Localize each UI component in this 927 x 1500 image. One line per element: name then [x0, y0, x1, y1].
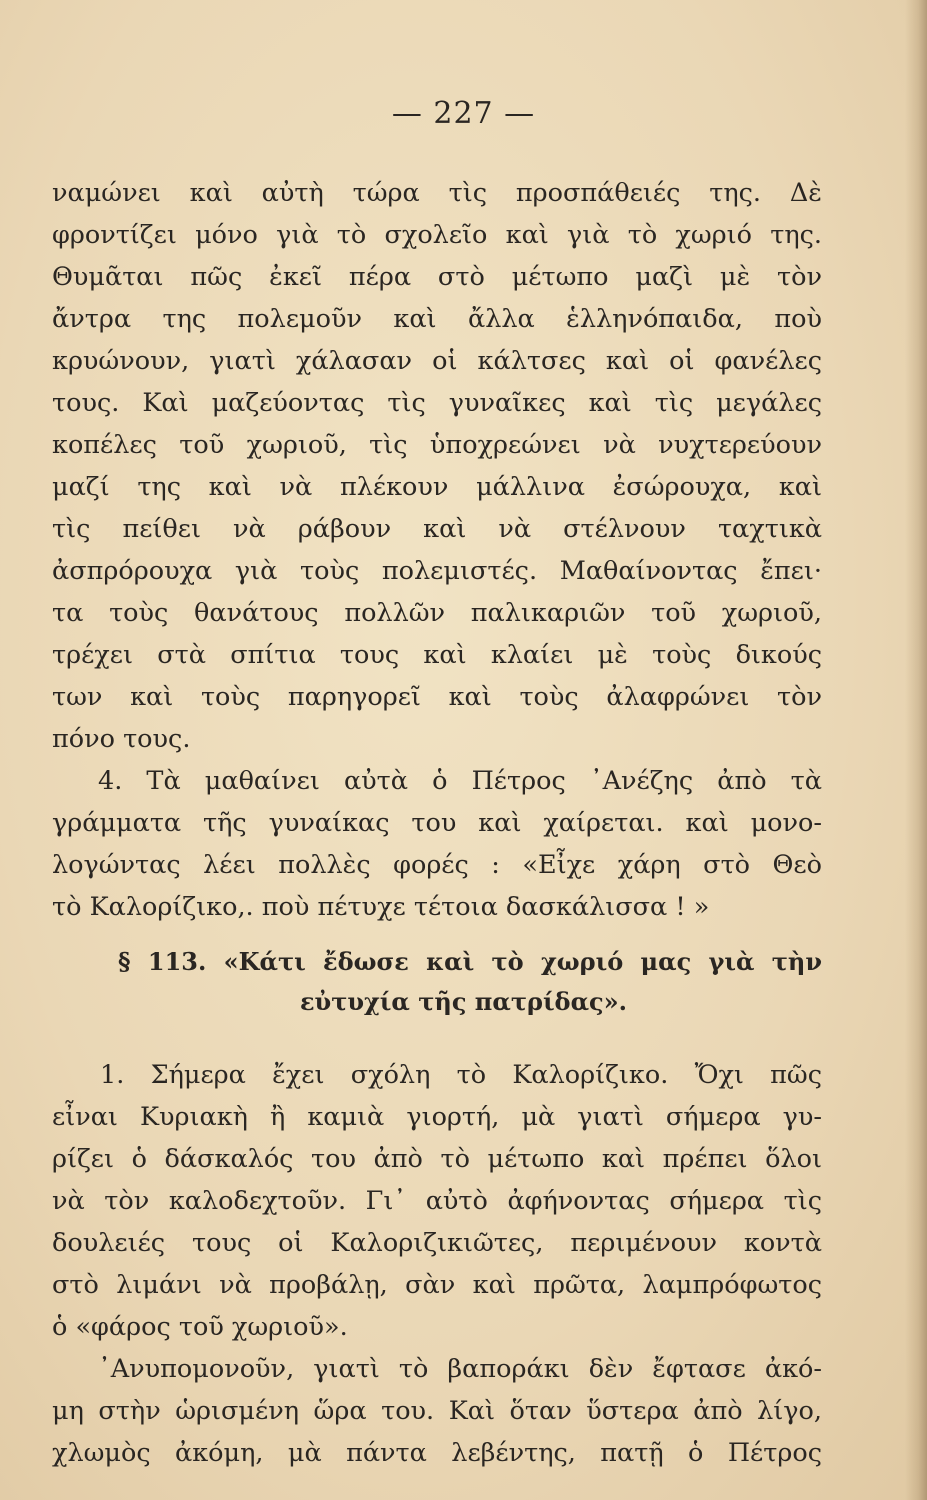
text-line: κρυώνουν, γιατὶ χάλασαν οἱ κάλτσες καὶ οἱ φανέλες — [52, 346, 822, 376]
text-line: τὸ Καλορίζικο,. ποὺ πέτυχε τέτοια δασκάλισσα ! » — [52, 892, 710, 922]
text-line: τα τοὺς θανάτους πολλῶν παλικαριῶν τοῦ χωριοῦ, — [52, 598, 822, 628]
text-line: 4. Τὰ μαθαίνει αὐτὰ ὁ Πέτρος ᾿Ανέζης ἀπὸ τὰ — [98, 766, 822, 796]
text-line: κοπέλες τοῦ χωριοῦ, τὶς ὑποχρεώνει νὰ νυχτερεύουν — [52, 430, 822, 460]
text-line: χλωμὸς ἀκόμη, μὰ πάντα λεβέντης, πατῇ ὁ Πέτρος — [52, 1438, 822, 1468]
text-line: φροντίζει μόνο γιὰ τὸ σχολεῖο καὶ γιὰ τὸ χωριό της. — [52, 220, 822, 250]
text-line: μαζί της καὶ νὰ πλέκουν μάλλινα ἐσώρουχα, καὶ — [52, 472, 822, 502]
text-line: Θυμᾶται πῶς ἐκεῖ πέρα στὸ μέτωπο μαζὶ μὲ τὸν — [52, 262, 822, 292]
text-line: ὁ «φάρος τοῦ χωριοῦ». — [52, 1312, 348, 1342]
text-line: των καὶ τοὺς παρηγορεῖ καὶ τοὺς ἀλαφρώνει τὸν — [52, 682, 822, 712]
section-heading: § 113. «Κάτι ἔδωσε καὶ τὸ χωριό μας γιὰ τὴν — [118, 947, 822, 976]
text-line: ρίζει ὁ δάσκαλός του ἀπὸ τὸ μέτωπο καὶ πρέπει ὅλοι — [52, 1144, 822, 1174]
text-line: δουλειές τους οἱ Καλοριζικιῶτες, περιμένουν κοντὰ — [52, 1228, 822, 1258]
page-number: — 227 — — [391, 96, 536, 131]
text-line: ᾿Ανυπομονοῦν, γιατὶ τὸ βαποράκι δὲν ἔφτασε ἀκό- — [98, 1354, 822, 1384]
text-line: γράμματα τῆς γυναίκας του καὶ χαίρεται. καὶ μονο- — [52, 808, 822, 838]
text-line: τὶς πείθει νὰ ράβουν καὶ νὰ στέλνουν ταχτικὰ — [52, 514, 822, 544]
text-line: ναμώνει καὶ αὐτὴ τώρα τὶς προσπάθειές της. Δὲ — [52, 178, 822, 208]
text-line: τρέχει στὰ σπίτια τους καὶ κλαίει μὲ τοὺς δικούς — [52, 640, 822, 670]
text-line: τους. Καὶ μαζεύοντας τὶς γυναῖκες καὶ τὶς μεγάλες — [52, 388, 822, 418]
text-line: μη στὴν ὡρισμένη ὥρα του. Καὶ ὅταν ὕστερα ἀπὸ λίγο, — [52, 1396, 822, 1426]
text-line: στὸ λιμάνι νὰ προβάλῃ, σὰν καὶ πρῶτα, λαμπρόφωτος — [52, 1270, 822, 1300]
text-line: λογώντας λέει πολλὲς φορές : «Εἶχε χάρη στὸ Θεὸ — [52, 850, 822, 880]
text-line: νὰ τὸν καλοδεχτοῦν. Γι᾿ αὐτὸ ἀφήνοντας σήμερα τὶς — [52, 1186, 822, 1216]
text-line: 1. Σήμερα ἔχει σχόλη τὸ Καλορίζικο. Ὄχι πῶς — [100, 1060, 822, 1090]
page-edge-shadow — [905, 0, 927, 1500]
text-line: πόνο τους. — [52, 724, 191, 754]
text-line: ἀσπρόρουχα γιὰ τοὺς πολεμιστές. Μαθαίνοντας ἔπει· — [52, 556, 822, 586]
section-heading: εὐτυχία τῆς πατρίδας». — [299, 987, 628, 1016]
text-line: ἄντρα της πολεμοῦν καὶ ἄλλα ἑλληνόπαιδα, ποὺ — [52, 304, 822, 334]
text-line: εἶναι Κυριακὴ ἢ καμιὰ γιορτή, μὰ γιατὶ σήμερα γυ- — [52, 1102, 822, 1132]
